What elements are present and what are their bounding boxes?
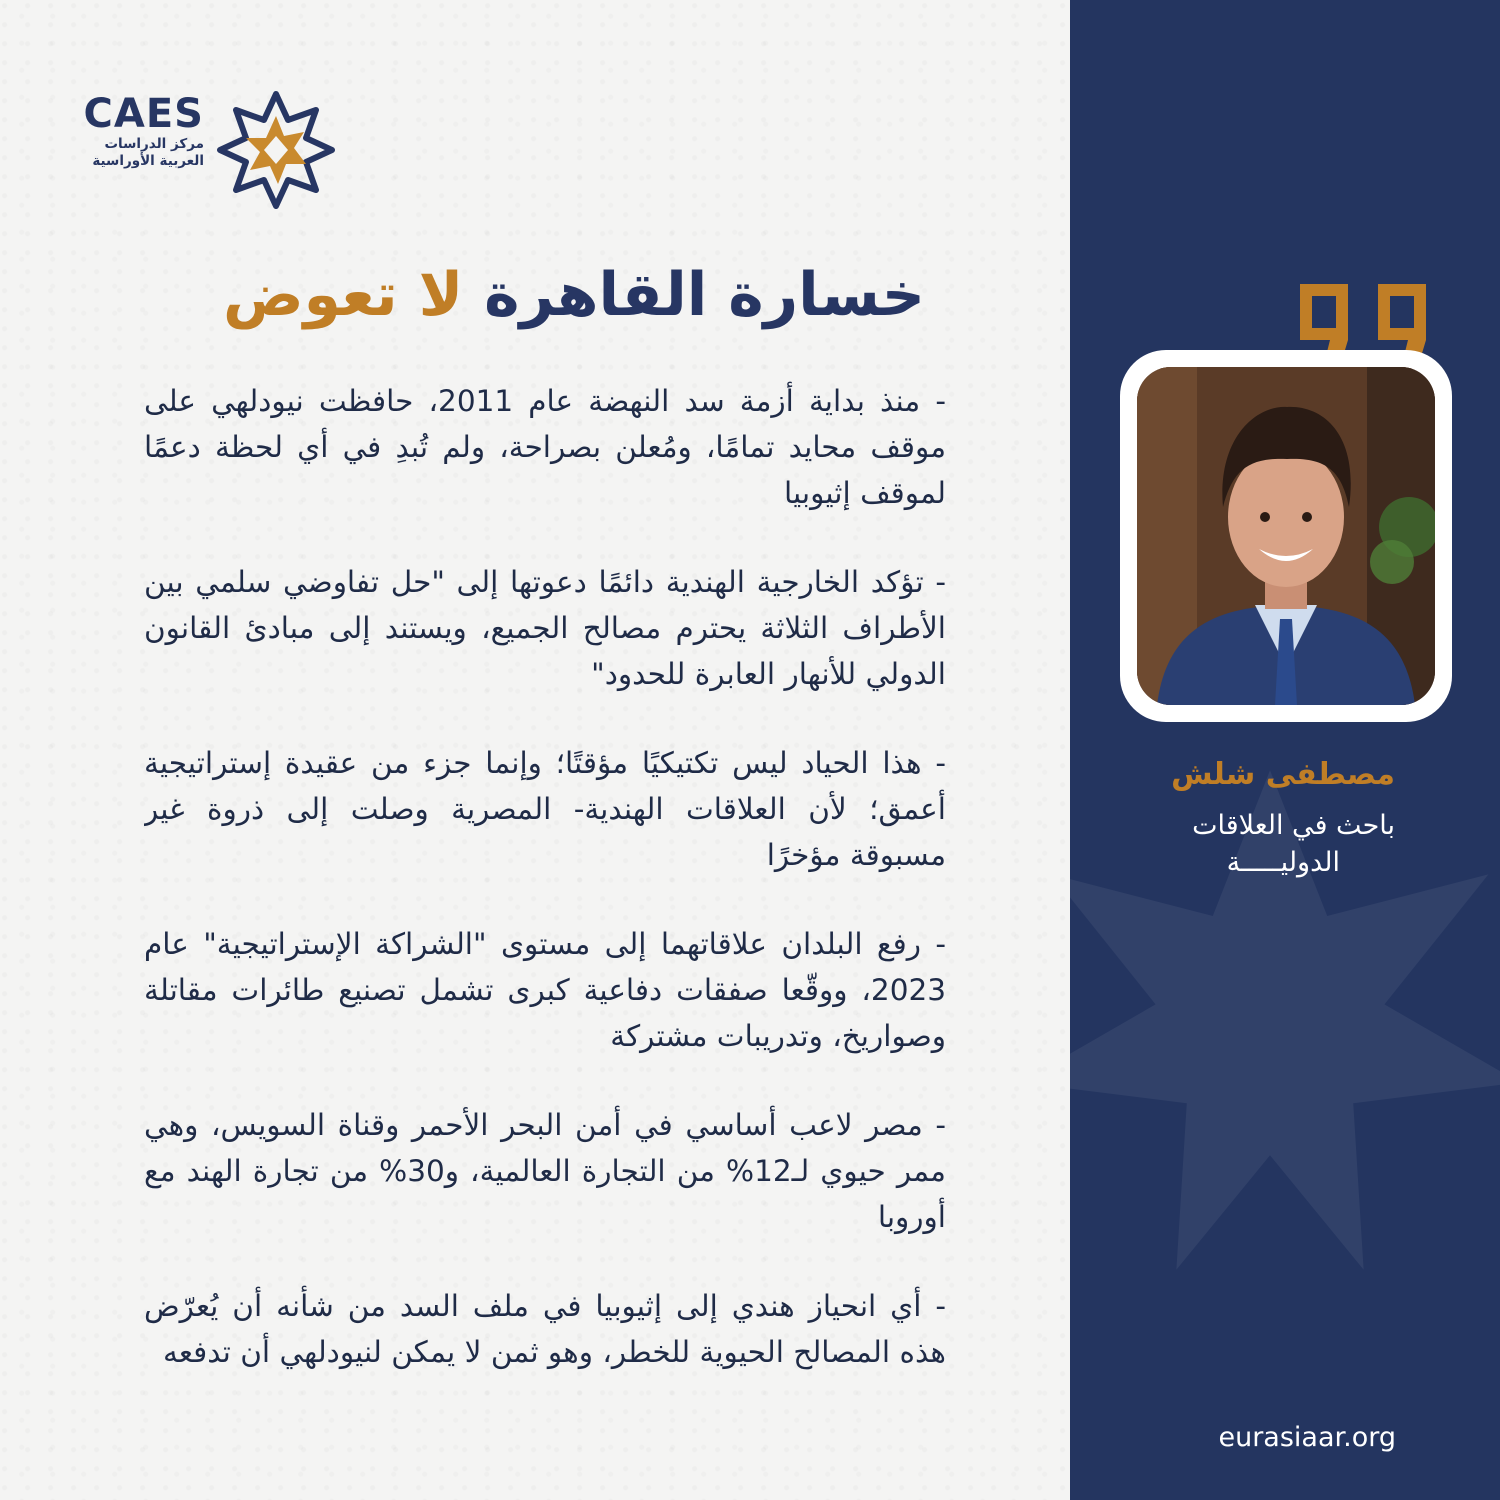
star-emblem-icon: [216, 90, 336, 210]
author-photo-frame: [1120, 350, 1452, 722]
author-name: مصطفى شلش: [1171, 757, 1395, 792]
author-photo: [1137, 367, 1435, 705]
headline-accent: لا تعوض: [222, 260, 464, 330]
logo-name-line1: مركز الدراسات: [104, 136, 204, 152]
website-link[interactable]: eurasiaar.org: [1218, 1422, 1396, 1453]
paragraph-4: - رفع البلدان علاقاتهما إلى مستوى "الشراكة الإستراتيجية" عام 2023، ووقّعا صفقات دفاعية كبرى تشمل تصنيع طائرات مقاتلة وصواريخ، وتدريبات مشتركة: [144, 927, 946, 1053]
author-panel: [1070, 0, 1500, 1500]
caes-logo: [80, 92, 340, 192]
logo-acronym: CAES: [83, 91, 204, 137]
author-role-line2: الدوليـــــة: [1226, 847, 1340, 878]
headline: [150, 255, 925, 335]
paragraph-5: - مصر لاعب أساسي في أمن البحر الأحمر وقناة السويس، وهي ممر حيوي لـ12% من التجارة العالمية، و30% من تجارة الهند مع أوروبا: [144, 1108, 946, 1234]
paragraph-6: - أي انحياز هندي إلى إثيوبيا في ملف السد من شأنه أن يُعرّض هذه المصالح الحيوية للخطر، وهو ثمن لا يمكن لنيودلهي أن تدفعه: [144, 1289, 946, 1369]
paragraph-2: - تؤكد الخارجية الهندية دائمًا دعوتها إلى "حل تفاوضي سلمي بين الأطراف الثلاثة يحترم مصالح الجميع، ويستند إلى مبادئ القانون الدولي للأنهار العابرة للحدود": [144, 565, 946, 691]
author-role-line1: باحث في العلاقات: [1192, 810, 1395, 841]
body-text: [144, 378, 946, 1464]
logo-name-line2: العربية الأوراسية: [92, 153, 204, 169]
paragraph-1: - منذ بداية أزمة سد النهضة عام 2011، حافظت نيودلهي على موقف محايد تمامًا، ومُعلن بصراحة، ولم تُبدِ في أي لحظة دعمًا لموقف إثيوبيا: [144, 384, 946, 510]
paragraph-3: - هذا الحياد ليس تكتيكيًا مؤقتًا؛ وإنما جزء من عقيدة إستراتيجية أعمق؛ لأن العلاقات الهندية- المصرية وصلت إلى ذروة غير مسبوقة مؤخرًا: [144, 746, 946, 872]
headline-main: خسارة القاهرة: [484, 260, 925, 330]
logo-text: [80, 92, 204, 170]
